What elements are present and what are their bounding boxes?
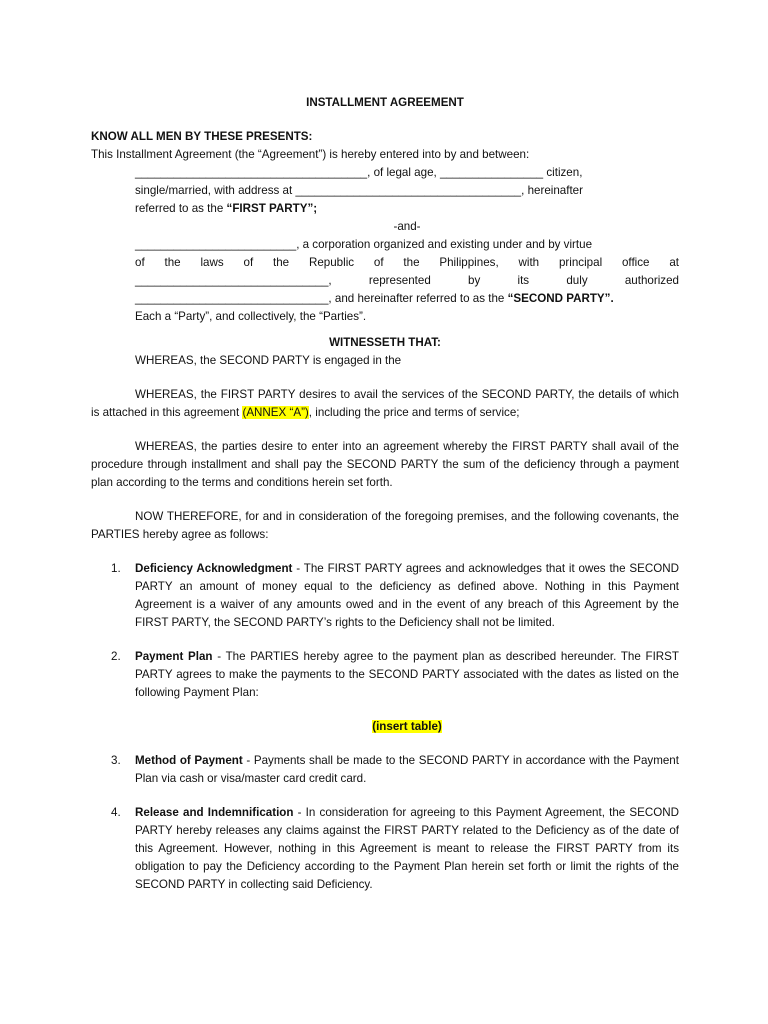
second-party-line-2: of the laws of the Republic of the Philippines, with principal office at xyxy=(135,256,679,269)
whereas-2-text-end: , including the price and terms of service; xyxy=(308,406,520,419)
term-text: - The FIRST PARTY agrees and acknowledges that it owes the SECOND PARTY an amount of money equal to the deficiency as defined above. Nothing in this Payment Agreement is a waiver of any amounts owed and in the event of any breach of this Agreement by the FIRST PARTY, the SECOND PARTY’s rights to the Deficiency shall not be limited. xyxy=(135,562,680,629)
document-page xyxy=(91,86,679,894)
each-party-text: Each a “Party”, and collectively, the “Parties”. xyxy=(135,310,367,323)
witnesseth-heading: WITNESSETH THAT: xyxy=(329,336,441,349)
first-party-line-1: ____________________________________, of legal age, ________________ citizen, xyxy=(135,166,583,179)
document-title: INSTALLMENT AGREEMENT xyxy=(306,96,464,109)
first-party-block xyxy=(135,164,679,326)
term-number: 3. xyxy=(111,754,121,767)
term-heading: Payment Plan xyxy=(135,650,213,663)
term-number: 2. xyxy=(111,650,121,663)
first-party-ref-text: referred to as the xyxy=(135,202,227,215)
and-separator: -and- xyxy=(393,220,421,233)
now-therefore: NOW THEREFORE, for and in consideration of the foregoing premises, and the following covenants, the PARTIES hereby agree as follows: xyxy=(91,510,679,541)
term-heading: Release and Indemnification xyxy=(135,806,294,819)
term-item-3 xyxy=(91,752,679,788)
annex-a-highlight: (ANNEX “A”) xyxy=(242,406,309,419)
term-heading: Method of Payment xyxy=(135,754,243,767)
second-party-line-1: _________________________, a corporation organized and existing under and by virtue xyxy=(135,238,593,251)
second-party-ref-text: ______________________________, and hereinafter referred to as the xyxy=(135,292,508,305)
term-item-4 xyxy=(91,804,679,894)
term-text: - The PARTIES hereby agree to the payment plan as described hereunder. The FIRST PARTY agrees to make the payments to the SECOND PARTY associated with the dates as listed on the following Payment Plan: xyxy=(135,650,679,699)
whereas-1: WHEREAS, the SECOND PARTY is engaged in the xyxy=(135,354,402,367)
insert-table-highlight: (insert table) xyxy=(372,720,442,733)
whereas-2 xyxy=(91,386,679,422)
term-heading: Deficiency Acknowledgment xyxy=(135,562,293,575)
intro-text: This Installment Agreement (the “Agreement”) is hereby entered into by and between: xyxy=(91,148,530,161)
terms-list xyxy=(91,560,679,894)
term-item-1 xyxy=(91,560,679,632)
whereas-2-text: WHEREAS, the FIRST PARTY desires to avail the services of the SECOND PARTY, the details of which is attached in this agreement xyxy=(91,388,679,419)
insert-table-placeholder xyxy=(135,718,679,736)
first-party-line-2: single/married, with address at ___________________________________, hereinafter xyxy=(135,184,583,197)
term-number: 4. xyxy=(111,806,121,819)
whereas-3: WHEREAS, the parties desire to enter into an agreement whereby the FIRST PARTY shall avail of the procedure through installment and shall pay the SECOND PARTY the sum of the deficiency through a payment plan according to the terms and conditions herein set forth. xyxy=(91,440,679,489)
first-party-label: “FIRST PARTY”; xyxy=(226,202,318,215)
term-number: 1. xyxy=(111,562,121,575)
first-party-line-3 xyxy=(135,200,679,218)
second-party-line-4 xyxy=(135,290,679,308)
second-party-line-3: ______________________________, represented by its duly authorized xyxy=(135,274,679,287)
term-text: - Payments shall be made to the SECOND PARTY in accordance with the Payment Plan via cash or visa/master card credit card. xyxy=(135,754,679,785)
term-text: - In consideration for agreeing to this Payment Agreement, the SECOND PARTY hereby releases any claims against the FIRST PARTY related to the Deficiency as of the date of this Agreement. However, nothing in this Agreement is meant to release the FIRST PARTY from its obligation to pay the Deficiency according to the Payment Plan herein set forth or limit the rights of the SECOND PARTY in collecting said Deficiency. xyxy=(135,806,679,891)
term-item-2 xyxy=(91,648,679,702)
second-party-label: “SECOND PARTY”. xyxy=(507,292,614,305)
know-all-heading: KNOW ALL MEN BY THESE PRESENTS: xyxy=(91,130,313,143)
